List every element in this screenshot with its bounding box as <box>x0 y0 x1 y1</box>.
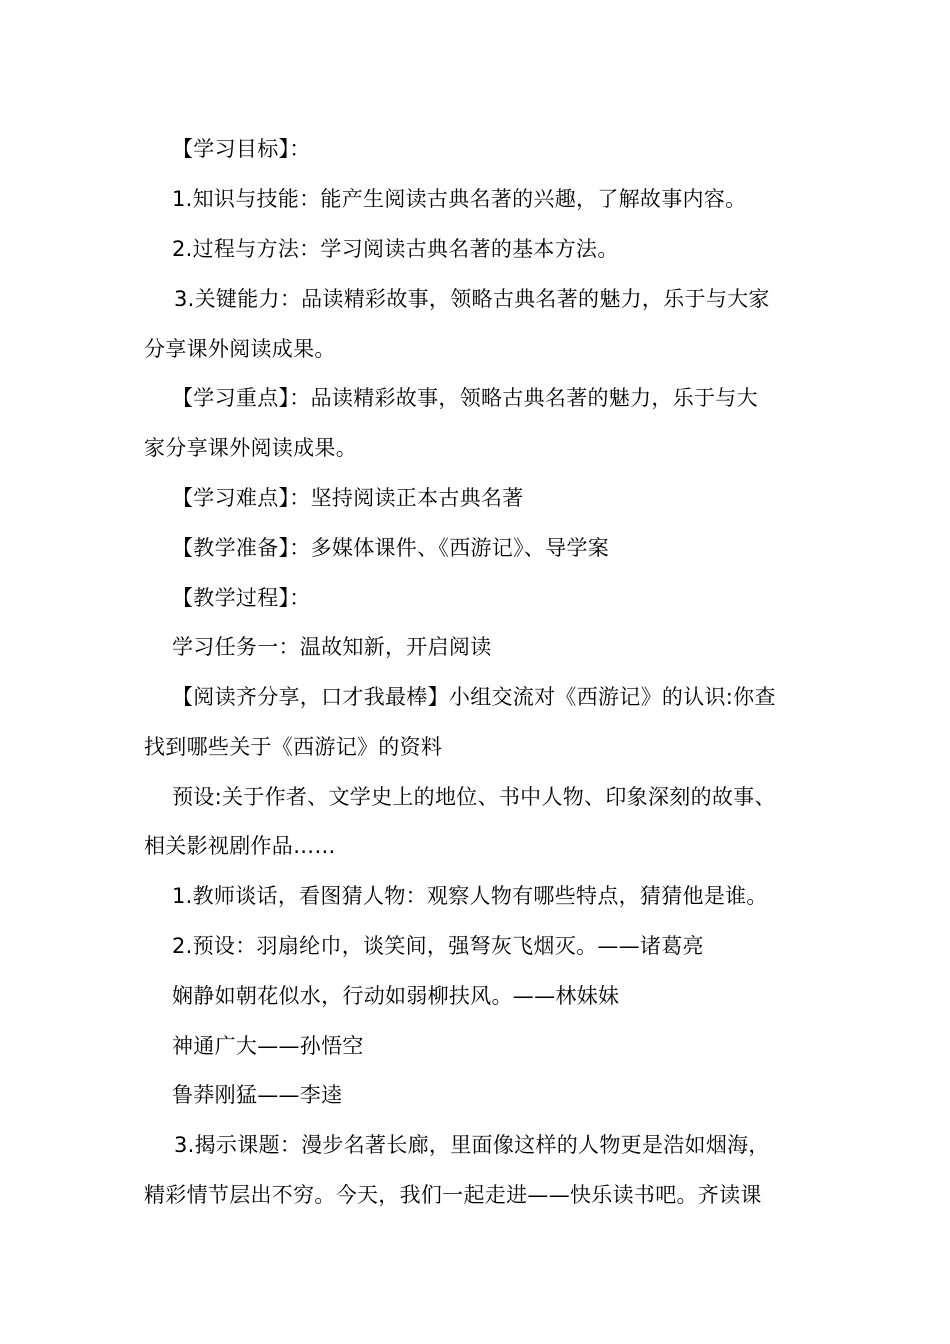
heading-teaching-process: 【教学过程】： <box>172 586 311 610</box>
heading-learning-difficulty: 【学习难点】：坚持阅读正本古典名著 <box>172 486 524 510</box>
paragraph-line: 神通广大——孙悟空 <box>172 1034 364 1058</box>
paragraph-line: 1.知识与技能：能产生阅读古典名著的兴趣，了解故事内容。 <box>172 187 747 211</box>
paragraph-line: 相关影视剧作品…… <box>144 834 336 858</box>
heading-learning-goals: 【学习目标】： <box>172 137 311 161</box>
paragraph-line: 精彩情节层出不穷。今天，我们一起走进——快乐读书吧。齐读课 <box>144 1183 762 1207</box>
paragraph-line: 1.教师谈话，看图猜人物：观察人物有哪些特点，猜猜他是谁。 <box>172 884 768 908</box>
paragraph-line: 【阅读齐分享，口才我最棒】小组交流对《西游记》的认识:你查 <box>172 685 776 709</box>
paragraph-line: 鲁莽刚猛——李逵 <box>172 1083 343 1107</box>
paragraph-line: 分享课外阅读成果。 <box>144 337 336 361</box>
heading-teaching-prep: 【教学准备】：多媒体课件、《西游记》、导学案 <box>172 536 610 560</box>
paragraph-line: 3.揭示课题：漫步名著长廊，里面像这样的人物更是浩如烟海， <box>174 1133 770 1157</box>
paragraph-line: 3.关键能力：品读精彩故事，领略古典名著的魅力，乐于与大家 <box>174 287 770 311</box>
paragraph-line: 2.过程与方法：学习阅读古典名著的基本方法。 <box>172 237 619 261</box>
paragraph-line: 家分享课外阅读成果。 <box>144 436 357 460</box>
paragraph-line: 娴静如朝花似水，行动如弱柳扶风。——林妹妹 <box>172 984 620 1008</box>
paragraph-line: 预设:关于作者、文学史上的地位、书中人物、印象深刻的故事、 <box>172 785 776 809</box>
paragraph-line: 学习任务一：温故知新，开启阅读 <box>172 635 492 659</box>
paragraph-line: 找到哪些关于《西游记》的资料 <box>144 735 443 759</box>
heading-learning-focus: 【学习重点】：品读精彩故事，领略古典名著的魅力，乐于与大 <box>172 386 758 410</box>
paragraph-line: 2.预设：羽扇纶巾，谈笑间，强弩灰飞烟灭。——诸葛亮 <box>172 934 704 958</box>
